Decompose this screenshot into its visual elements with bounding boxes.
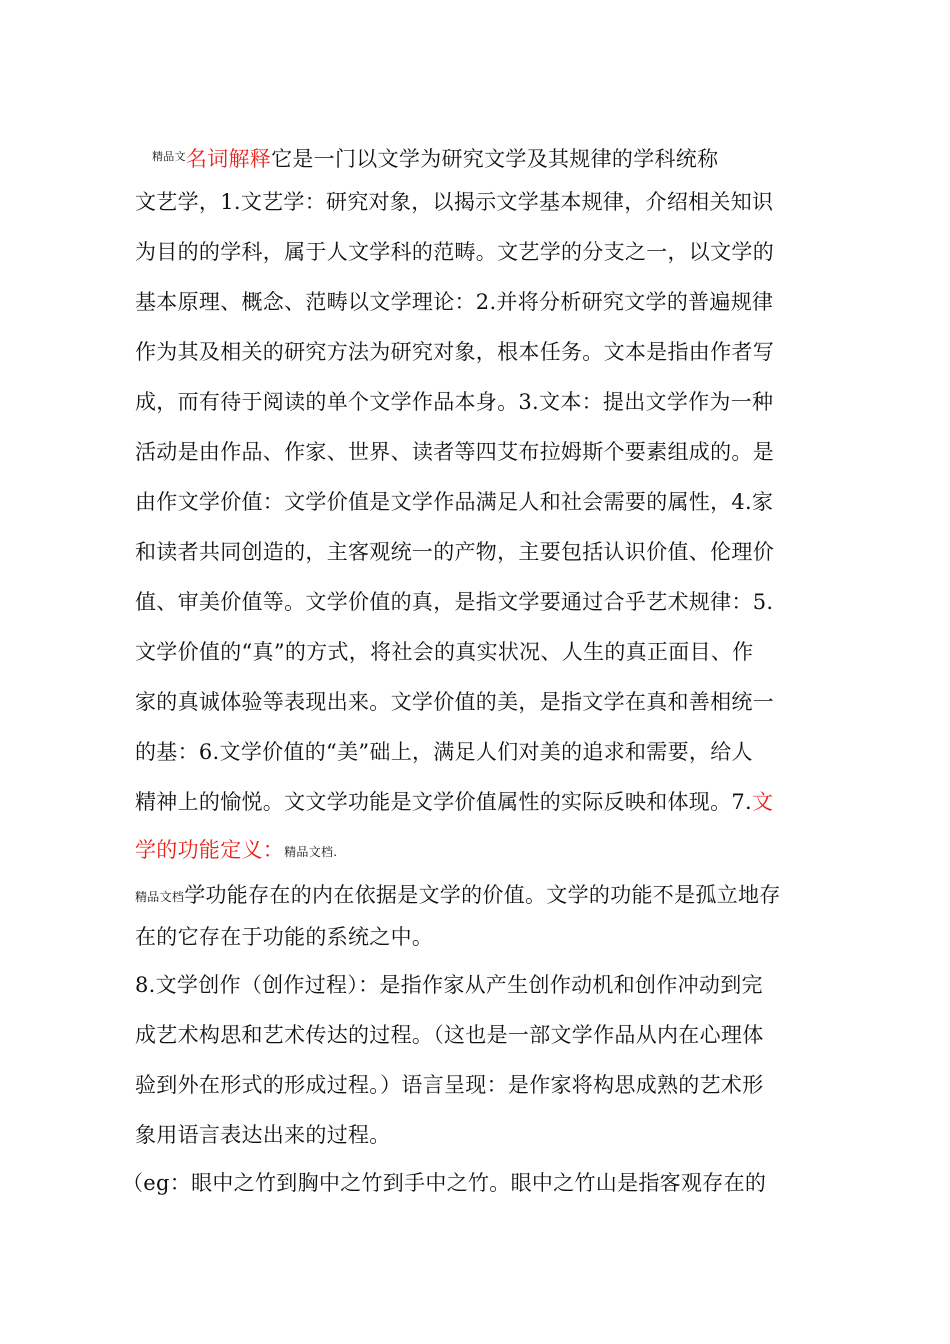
- body-text: 精神上的愉悦。文文学功能是文学价值属性的实际反映和体现。7.: [135, 790, 753, 814]
- body-line: 家的真诚体验等表现出来。文学价值的美，是指文学在真和善相统一: [135, 690, 774, 714]
- body-line: [135, 835, 337, 865]
- body-line: 为目的的学科，属于人文学科的范畴。文艺学的分支之一，以文学的: [135, 240, 774, 264]
- body-line: [135, 880, 781, 910]
- body-line: 基本原理、概念、范畴以文学理论：2.并将分析研究文学的普遍规律: [135, 290, 774, 314]
- body-text: 学功能存在的内在依据是文学的价值。文学的功能不是孤立地存: [184, 883, 781, 907]
- paragraph-8-line: 象用语言表达出来的过程。: [135, 1123, 391, 1147]
- section-title-highlight: 学的功能定义：: [135, 838, 285, 862]
- body-line: [135, 787, 773, 817]
- body-line: 的基：6.文学价值的“美”础上，满足人们对美的追求和需要，给人: [135, 740, 753, 764]
- section-highlight: 文: [752, 790, 774, 814]
- header-watermark-2: 精品文档: [135, 890, 185, 904]
- body-line: （eg：眼中之竹到胸中之竹到手中之竹。眼中之竹山是指客观存在的: [122, 1171, 767, 1195]
- paragraph-8-line: 成艺术构思和艺术传达的过程。（这也是一部文学作品从内在心理体: [135, 1023, 764, 1047]
- body-line: 文学价值的“真”的方式，将社会的真实状况、人生的真正面目、作: [135, 640, 754, 664]
- title-line: [152, 142, 718, 172]
- body-line: 由作文学价值：文学价值是文学作品满足人和社会需要的属性，4.家: [135, 490, 774, 514]
- paragraph-8-line: 8.文学创作（创作过程）：是指作家从产生创作动机和创作冲动到完: [135, 973, 763, 997]
- body-line: 成，而有待于阅读的单个文学作品本身。3.文本：提出文学作为一种: [135, 390, 774, 414]
- body-line: 值、审美价值等。文学价值的真，是指文学要通过合乎艺术规律：5.: [135, 590, 774, 614]
- body-line: 作为其及相关的研究方法为研究对象，根本任务。文本是指由作者写: [135, 340, 774, 364]
- body-line: 活动是由作品、作家、世界、读者等四艾布拉姆斯个要素组成的。是: [135, 440, 774, 464]
- header-watermark: 精品文: [152, 150, 186, 163]
- body-line: 在的它存在于功能的系统之中。: [135, 925, 434, 949]
- title-text: 它是一门以文学为研究文学及其规律的学科统称: [271, 147, 719, 171]
- body-line: 和读者共同创造的，主客观统一的产物，主要包括认识价值、伦理价: [135, 540, 774, 564]
- footer-watermark: 精品文档.: [284, 845, 338, 859]
- paragraph-8-line: 验到外在形式的形成过程。）语言呈现：是作家将构思成熟的艺术形: [135, 1073, 764, 1097]
- body-line: 文艺学，1.文艺学：研究对象，以揭示文学基本规律，介绍相关知识: [135, 190, 774, 214]
- title-highlight: 名词解释: [185, 147, 272, 171]
